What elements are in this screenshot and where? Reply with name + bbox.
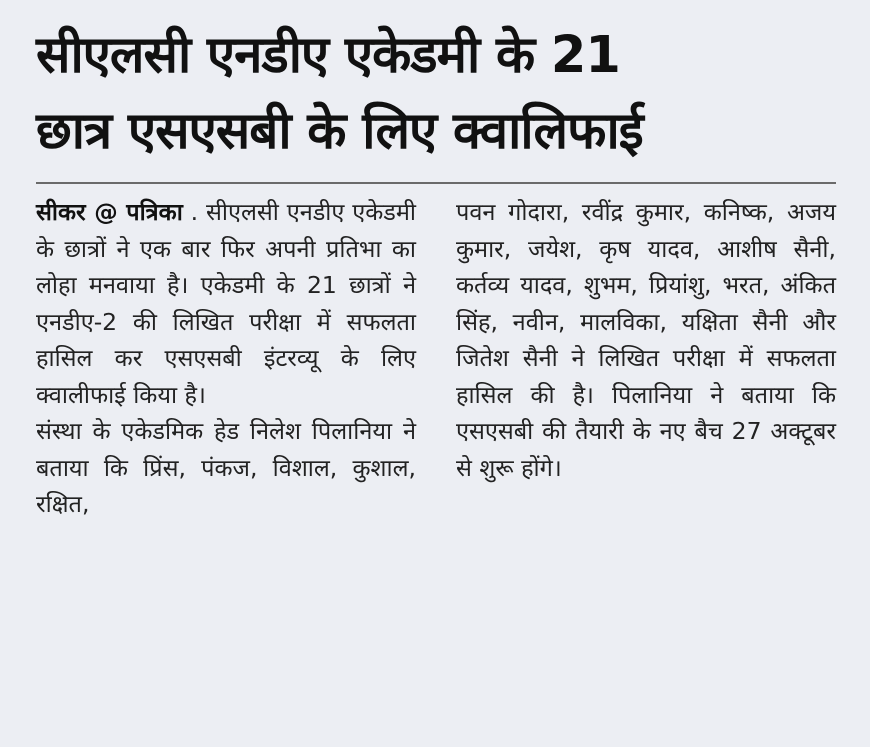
paragraph-1-text: . सीएलसी एनडीए एकेडमी के छात्रों ने एक बार फिर अपनी प्रतिभा का लोहा मनवाया है। एकेडमी के 21 छात्रों ने एनडीए-2 की लिखित परीक्षा में सफलता हासिल कर एसएसबी इंटरव्यू के लिए क्वालीफाई किया है। [36, 198, 416, 409]
article-body [36, 194, 836, 523]
paragraph-3: पवन गोदारा, रवींद्र कुमार, कनिष्क, अजय कुमार, जयेश, कृष यादव, आशीष सैनी, कर्तव्य यादव, शुभम, प्रियांशु, भरत, अंकित सिंह, नवीन, मालविका, यक्षिता सैनी और जितेश सैनी ने लिखित परीक्षा में सफलता हासिल की है। पिलानिया ने बताया कि एसएसबी की तैयारी के नए बैच 27 अक्टूबर से शुरू होंगे। [456, 198, 836, 482]
headline-line-1: सीएलसी एनडीए एकेडमी के 21 [36, 26, 620, 85]
dateline: सीकर @ पत्रिका [36, 198, 183, 226]
article-column-right [456, 194, 836, 523]
headline [36, 18, 836, 170]
paragraph-2: संस्था के एकेडमिक हेड निलेश पिलानिया ने बताया कि प्रिंस, पंकज, विशाल, कुशाल, रक्षित, [36, 417, 416, 518]
article-column-left [36, 194, 416, 523]
divider [36, 182, 836, 184]
paragraph-1 [36, 194, 416, 413]
headline-line-2: छात्र एसएसबी के लिए क्वालिफाई [36, 102, 643, 161]
